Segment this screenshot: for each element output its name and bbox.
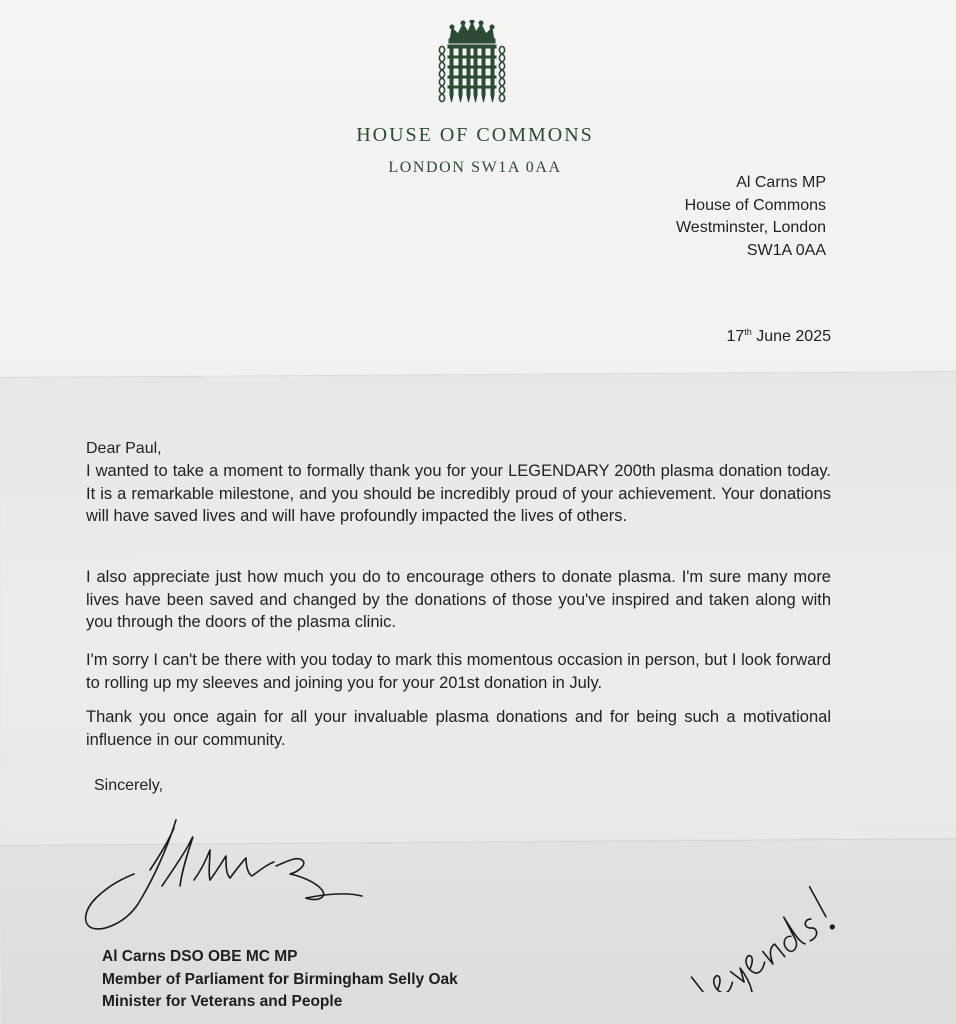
sender-address — [676, 172, 826, 262]
body-paragraph: I also appreciate just how much you do to encourage others to donate plasma. I'm sure many more lives have been saved and changed by the donations of those you've inspired and taken along with you through the doors of the plasma clinic. — [86, 568, 831, 632]
portcullis-emblem-icon — [436, 20, 508, 104]
address-line: House of Commons — [684, 196, 826, 214]
date-day: 17 — [726, 328, 745, 345]
salutation: Dear Paul, — [86, 440, 162, 457]
signatory-block — [102, 946, 458, 1014]
handwritten-note — [660, 862, 860, 992]
handwritten-signature — [76, 816, 386, 936]
address-line: Westminster, London — [675, 219, 826, 236]
signatory-role: Minister for Veterans and People — [102, 993, 343, 1010]
body-paragraph: I wanted to take a moment to formally thank you for your LEGENDARY 200th plasma donation today. It is a remarkable milestone, and you should be incredibly proud of your achievement. Your donations will have saved lives and will have profoundly impacted the lives of others. — [86, 462, 831, 526]
date-suffix: th — [744, 327, 752, 337]
letter-date — [727, 327, 832, 346]
address-line: SW1A 0AA — [746, 241, 826, 259]
body-paragraph: Thank you once again for all your invaluable plasma donations and for being such a motivational influence in our community. — [86, 708, 831, 749]
body-paragraph: I'm sorry I can't be there with you today to mark this momentous occasion in person, but I look forward to rolling up my sleeves and joining you for your 201st donation in July. — [86, 651, 831, 692]
signatory-role: Member of Parliament for Birmingham Selly Oak — [102, 970, 458, 988]
closing: Sincerely, — [94, 777, 164, 794]
letterhead-title: HOUSE OF COMMONS — [356, 124, 594, 146]
address-line: Al Carns MP — [736, 174, 826, 191]
signatory-name: Al Carns DSO OBE MC MP — [102, 948, 298, 965]
date-month-year: June 2025 — [751, 328, 831, 345]
letterhead-subtitle: LONDON SW1A 0AA — [388, 159, 562, 176]
